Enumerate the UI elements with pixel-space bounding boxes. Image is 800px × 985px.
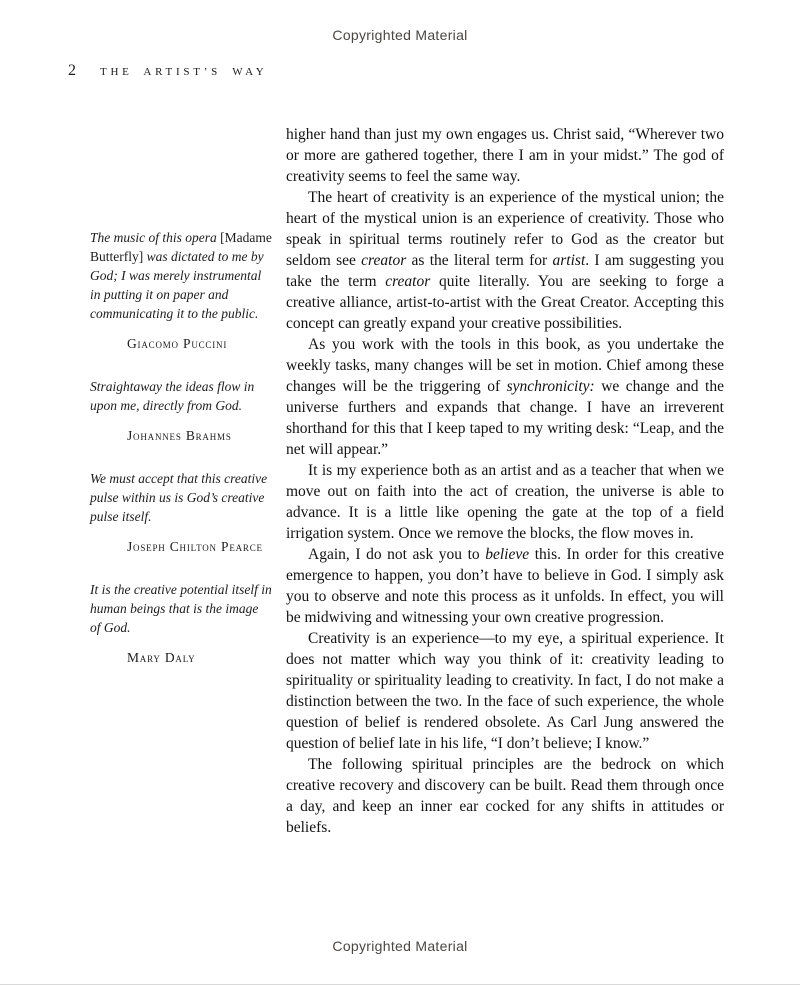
body-paragraph: The heart of creativity is an experience of the mystical union; the heart of the mystical union is an experience of creativity. Those who speak in spiritual terms routinely refer to God as the creator but seldom see creator as the literal term for artist. I am suggesting you take the term creator quite literally. You are seeking to forge a creative alliance, artist-to-artist with the Great Creator. Accepting this concept can greatly expand your creative possibilities. [286, 189, 725, 332]
margin-quote [90, 377, 272, 445]
quote-text: Straightaway the ideas flow in upon me, directly from God. [90, 379, 255, 413]
copyright-notice-top: Copyrighted Material [332, 27, 468, 43]
body-paragraph: It is my experience both as an artist and as a teacher that when we move out on faith into the act of creation, the universe is able to advance. It is a little like opening the gate at the top of a field irrigation system. Once we remove the blocks, the flow moves in. [286, 462, 724, 542]
margin-quote [90, 228, 272, 353]
quote-text: It is the creative potential itself in human beings that is the image of God. [90, 582, 272, 635]
body-paragraph: Creativity is an experience—to my eye, a spiritual experience. It does not matter which way you think of it: creativity leading to spirituality or spirituality leading to creativity. In fact, I do not make a distinction between the two. In the face of such experience, the whole question of belief is rendered obsolete. As Carl Jung answered the question of belief late in his life, “I don’t believe; I know.” [286, 630, 724, 752]
margin-quote [90, 580, 272, 667]
body-paragraph: Again, I do not ask you to believe this. In order for this creative emergence to happen, you don’t have to believe in God. I simply ask you to observe and note this process as it unfolds. In effect, you will be midwiving and witnessing your own creative progression. [286, 546, 724, 626]
margin-quotes-column [90, 228, 272, 691]
quote-text: The music of this opera [Madame Butterfly] was dictated to me by God; I was merely instrumental in putting it on paper and communicating it to the public. [90, 230, 272, 321]
quote-attribution: Giacomo Puccini [127, 336, 228, 351]
margin-quote [90, 469, 272, 556]
body-paragraph: As you work with the tools in this book, as you undertake the weekly tasks, many changes will be set in motion. Chief among these changes will be the triggering of synchronicity: we change and the universe furthers and expands that change. I have an irreverent shorthand for this that I keep taped to my writing desk: “Leap, and the net will appear.” [286, 336, 724, 458]
book-title-header: THE ARTIST’S WAY [100, 66, 268, 78]
body-text-column [286, 124, 724, 838]
quote-attribution: Joseph Chilton Pearce [127, 539, 263, 554]
page-number: 2 [68, 62, 76, 79]
copyright-notice-bottom: Copyrighted Material [332, 938, 468, 954]
running-header [68, 62, 267, 80]
body-paragraph: The following spiritual principles are the bedrock on which creative recovery and discovery can be built. Read them through once a day, and keep an inner ear cocked for any shifts in attitudes or beliefs. [286, 756, 724, 836]
body-paragraph: higher hand than just my own engages us. Christ said, “Wherever two or more are gathered together, there I am in your midst.” The god of creativity seems to feel the same way. [286, 126, 724, 185]
quote-attribution: Johannes Brahms [127, 428, 232, 443]
quote-text: We must accept that this creative pulse within us is God’s creative pulse itself. [90, 471, 268, 524]
quote-attribution: Mary Daly [127, 650, 196, 665]
